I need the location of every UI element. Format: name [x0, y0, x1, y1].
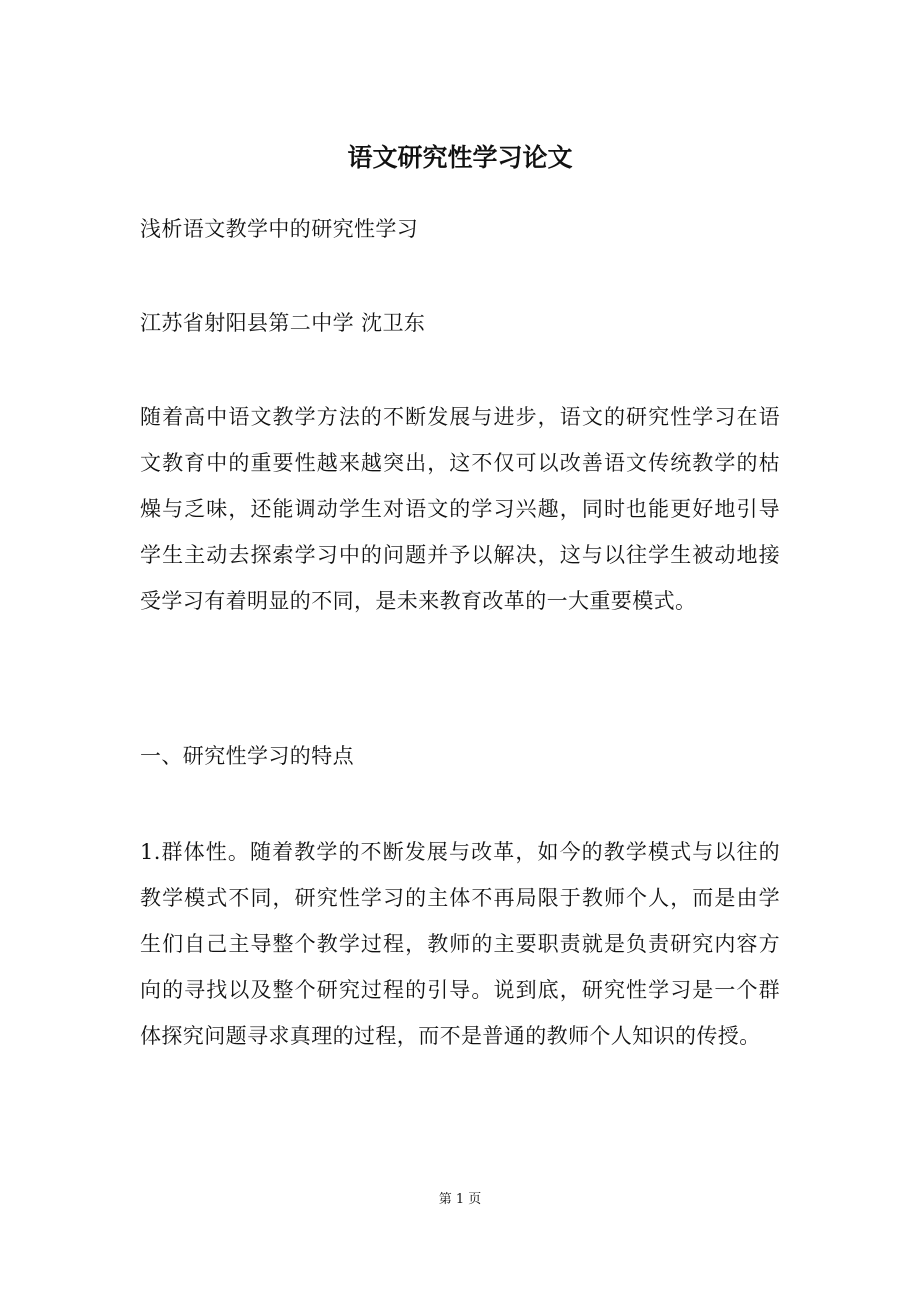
section-heading: 一、研究性学习的特点: [140, 744, 354, 768]
document-subtitle: 浅析语文教学中的研究性学习: [140, 217, 419, 241]
intro-paragraph: 随着高中语文教学方法的不断发展与进步，语文的研究性学习在语文教育中的重要性越来越突出，这不仅可以改善语文传统教学的枯燥与乏味，还能调动学生对语文的学习兴趣，同时也能更好地引导学生主动去探索学习中的问题并予以解决，这与以往学生被动地接受学习有着明显的不同，是未来教育改革的一大重要模式。: [140, 405, 780, 613]
page-number: 第 1 页: [438, 1192, 482, 1207]
author-line: 江苏省射阳县第二中学 沈卫东: [140, 311, 426, 335]
document-title: 语文研究性学习论文: [347, 143, 573, 172]
point-1-paragraph: 1.群体性。随着教学的不断发展与改革，如今的教学模式与以往的教学模式不同，研究性学习的主体不再局限于教师个人，而是由学生们自己主导整个教学过程，教师的主要职责就是负责研究内容方向的寻找以及整个研究过程的引导。说到底，研究性学习是一个群体探究问题寻求真理的过程，而不是普通的教师个人知识的传授。: [140, 840, 780, 1048]
